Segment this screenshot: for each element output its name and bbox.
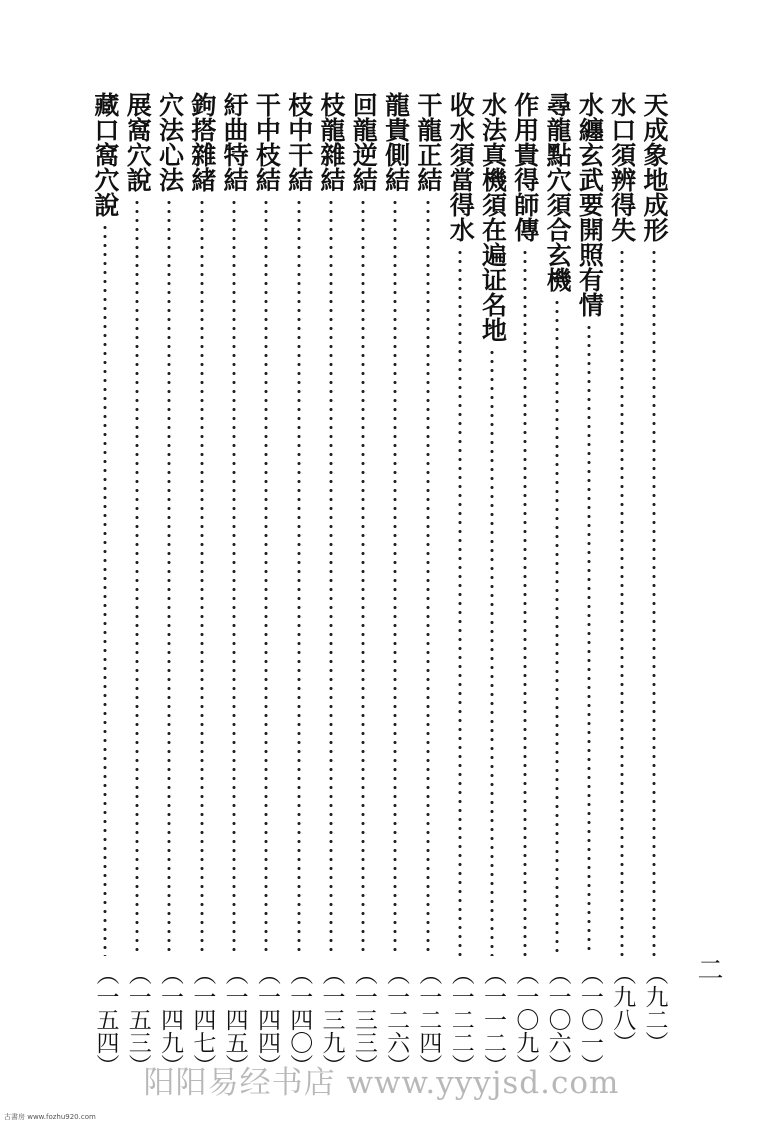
- toc-entry-page: （一二四）: [415, 962, 442, 1077]
- leader-dots: [426, 198, 430, 956]
- toc-entry-title: 展窩穴說: [123, 92, 153, 192]
- toc-entry-title: 天成象地成形: [639, 92, 669, 242]
- leader-dots: [523, 248, 527, 956]
- leader-dots: [329, 198, 333, 956]
- toc-entry-page: （一四五）: [221, 962, 248, 1077]
- leader-dots: [264, 198, 268, 956]
- table-of-contents: [80, 92, 670, 1077]
- toc-entry-title: 紆曲特結: [220, 92, 250, 192]
- leader-dots: [135, 198, 139, 956]
- toc-entry-title: 枝龍雜結: [317, 92, 346, 192]
- toc-entry-title: 枝中干結: [284, 92, 314, 192]
- toc-entry-page: （九八）: [609, 962, 636, 1054]
- toc-entry-page: （一四九）: [157, 962, 184, 1077]
- toc-entry[interactable]: [250, 92, 282, 1077]
- toc-entry[interactable]: [509, 92, 541, 1077]
- toc-entry-title: 回龍逆結: [349, 92, 379, 192]
- toc-entry-page: （一四七）: [189, 962, 216, 1077]
- toc-entry[interactable]: [186, 92, 218, 1077]
- toc-entry[interactable]: [573, 92, 605, 1077]
- toc-entry[interactable]: [476, 92, 508, 1077]
- leader-dots: [587, 323, 591, 956]
- toc-entry-page: （一五四）: [92, 962, 119, 1077]
- leader-dots: [490, 348, 494, 956]
- leader-dots: [652, 248, 656, 956]
- toc-entry[interactable]: [121, 92, 153, 1077]
- toc-entry-title: 收水須當得水: [446, 92, 476, 242]
- toc-entry-page: （一三三）: [350, 962, 377, 1077]
- leader-dots: [555, 298, 559, 956]
- toc-entry[interactable]: [89, 92, 121, 1077]
- leader-dots: [200, 198, 204, 956]
- leader-dots: [232, 198, 236, 956]
- toc-entry-page: （一四〇）: [286, 962, 313, 1077]
- toc-entry[interactable]: [315, 92, 347, 1077]
- toc-entry-title: 干中枝結: [252, 92, 282, 192]
- leader-dots: [458, 248, 462, 956]
- toc-entry[interactable]: [412, 92, 444, 1077]
- leader-dots: [167, 198, 171, 956]
- leader-dots: [361, 198, 365, 956]
- toc-entry-page: （一四四）: [253, 962, 280, 1077]
- toc-entry-page: （一一二）: [480, 962, 507, 1077]
- toc-entry[interactable]: [153, 92, 185, 1077]
- toc-entry[interactable]: [638, 92, 670, 1052]
- source-note: 古書房 www.fozhu920.com: [4, 1113, 96, 1121]
- toc-entry-title: 穴法心法: [155, 92, 185, 192]
- toc-entry[interactable]: [444, 92, 476, 1077]
- leader-dots: [297, 198, 301, 956]
- toc-entry-title: 藏口窩穴說: [90, 92, 120, 217]
- toc-entry[interactable]: [379, 92, 411, 1077]
- toc-entry-page: （一〇一）: [576, 962, 603, 1077]
- toc-entry-page: （一二二）: [447, 962, 474, 1077]
- watermark: 阳阳易经书店 www.yyyjsd.com: [143, 1065, 620, 1101]
- toc-entry-title: 水纏玄武要開照有情: [575, 92, 605, 317]
- toc-entry-page: （一〇九）: [512, 962, 539, 1077]
- toc-entry-page: （一二六）: [383, 962, 410, 1077]
- toc-entry-page: （九二）: [641, 962, 668, 1054]
- leader-dots: [620, 248, 624, 956]
- toc-entry-title: 龍貴側結: [381, 92, 411, 192]
- toc-entry[interactable]: [541, 92, 573, 1077]
- toc-entry-title: 作用貴得師傳: [510, 92, 540, 242]
- leader-dots: [393, 198, 397, 956]
- toc-entry-title: 水法真機須在遍证名地: [478, 92, 508, 342]
- toc-entry-title: 水口須辨得失: [607, 92, 637, 242]
- toc-entry[interactable]: [605, 92, 637, 1052]
- toc-entry-page: （一三九）: [318, 962, 345, 1077]
- page-number: 二: [693, 956, 723, 982]
- toc-entry-title: 鉤搭雜緒: [187, 92, 217, 192]
- toc-entry-title: 干龍正結: [413, 92, 443, 192]
- toc-entry[interactable]: [218, 92, 250, 1077]
- toc-entry[interactable]: [282, 92, 314, 1077]
- toc-entry-title: 尋龍點穴須合玄機: [543, 92, 573, 292]
- toc-entry[interactable]: [347, 92, 379, 1077]
- toc-entry-page: （一五三）: [124, 962, 151, 1077]
- toc-entry-page: （一〇六）: [544, 962, 571, 1077]
- leader-dots: [103, 223, 107, 956]
